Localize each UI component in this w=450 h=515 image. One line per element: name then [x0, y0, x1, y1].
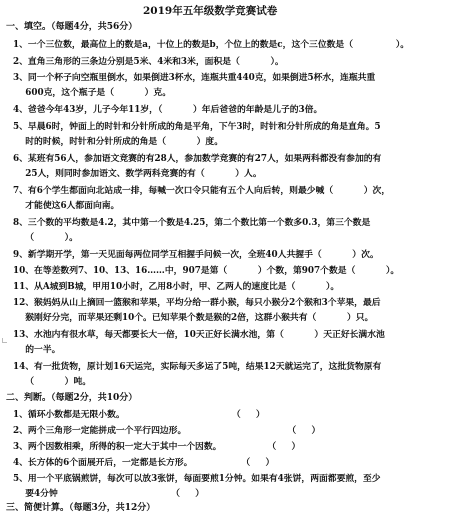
- question-1-7-cont: 才能使这6人都面向南。: [13, 201, 120, 211]
- question-1-9: 9、新学期开学，第一天见面每两位同学互相握手问候一次，全班40人共握手（ ）次。: [13, 250, 379, 260]
- question-2-5-cont: 要4分钟 （ ）: [13, 489, 204, 499]
- question-1-11: 11、从A城到B城，甲用10小时，乙用8小时，甲、乙两人的速度比是（ ）。: [13, 282, 340, 292]
- exam-title: 2019年五年级数学竞赛试卷: [143, 5, 278, 17]
- question-1-2: 2、直角三角形的三条边分别是5米、4米和3米，面积是（ ）。: [13, 57, 284, 67]
- question-1-13: 13、水池内有很水草，每天都要长大一倍，10天正好长满水池，第（ ）天正好长满水池: [13, 330, 385, 340]
- section-2-heading: 二、判断。（每题2分，共10分）: [6, 393, 138, 403]
- question-2-1: 1、循环小数都是无限小数。 （ ）: [13, 410, 265, 420]
- question-1-8-cont: （ ）。: [13, 233, 78, 243]
- question-1-6-cont: 25人，则同时参加语文、数学两科竞赛的有（ ）人。: [13, 169, 262, 179]
- question-2-3: 3、两个因数相乘，所得的积一定大于其中一个因数。 （ ）: [13, 442, 301, 452]
- question-1-12: 12、猴妈妈从山上摘回一篮猴和苹果，平均分给一群小猴，每只小猴分2个猴和3个苹果，最后: [13, 298, 381, 308]
- question-1-12-cont: 猴刚好分完，而苹果还剩10个。已知苹果个数是猴的2倍，这群小猴共有（ ）只。: [13, 313, 374, 323]
- question-1-3: 3、同一个杯子向空瓶里倒水，如果倒进3杯水，连瓶共重440克，如果倒进5杯水，连瓶共重: [13, 73, 376, 83]
- question-1-14: 14、有一批货物，原计划16天运完，实际每天多运了5吨，结果12天就运完了，这批货物原有: [13, 362, 382, 372]
- question-1-10: 10、在等差数列7、10、13、16……中，907是第（ ）个数，第907个数是（ ）。: [13, 266, 400, 276]
- question-1-5-cont: 时的时候，时针和分针所成的角是（ ）度。: [13, 137, 224, 147]
- question-1-6: 6、某班有56人，参加语文竞赛的有28人，参加数学竞赛的有27人，如果两科都没有参加的有: [13, 154, 382, 164]
- question-1-14-cont: （ ）吨。: [13, 377, 92, 387]
- question-1-13-cont: 的一半。: [13, 345, 61, 355]
- question-2-4: 4、长方体的6个面展开后，一定都是长方形。 （ ）: [13, 458, 275, 468]
- section-3-heading: 三、简便计算。（每题3分，共12分）: [6, 503, 156, 513]
- question-2-2: 2、两个三角形一定能拼成一个平行四边形。 （ ）: [13, 426, 321, 436]
- question-1-1: 1、一个三位数，最高位上的数是a，十位上的数是b，个位上的数是c，这个三位数是（ ）。: [13, 40, 410, 50]
- question-1-5: 5、早晨6时，钟面上的时针和分针所成的角是平角，下午3时，时针和分针所成的角是直角。5: [13, 122, 381, 132]
- margin-marker: [2, 338, 7, 343]
- question-2-5: 5、用一个平底锅煎饼，每次可以放3张饼，每面要煎1分钟。如果有4张饼，两面都要煎，至少: [13, 474, 381, 484]
- question-1-7: 7、有6个学生都面向北站成一排，每喊一次口令只能有五个人向后转，则最少喊（ ）次，: [13, 186, 391, 196]
- question-1-3-cont: 600克，这个瓶子是（ ）克。: [13, 88, 172, 98]
- question-1-4: 4、爸爸今年43岁，儿子今年11岁，（ ）年后爸爸的年龄是儿子的3倍。: [13, 105, 323, 115]
- question-1-8: 8、三个数的平均数是4.2，其中第一个数是4.25，第二个数比第一个数多0.3，第三个数是: [13, 218, 371, 228]
- section-1-heading: 一、填空。（每题4分，共56分）: [6, 22, 138, 32]
